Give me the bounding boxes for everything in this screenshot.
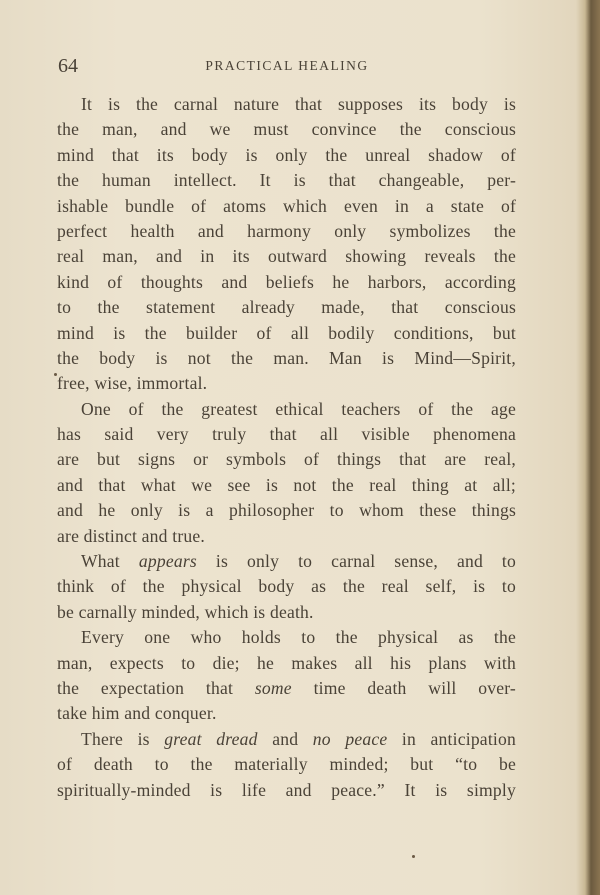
text-run: and he only is a philosopher to whom these things	[57, 500, 516, 521]
text-line	[57, 473, 516, 498]
italic-text: some	[254, 677, 292, 698]
text-line	[57, 574, 516, 599]
text-run: kind of thoughts and beliefs he harbors, according	[57, 271, 516, 292]
text-run: to the statement already made, that conscious	[57, 297, 516, 318]
text-line	[57, 600, 516, 625]
text-run: It is the carnal nature that supposes its body is	[81, 94, 516, 114]
text-run: think of the physical body as the real self, is to	[57, 576, 516, 597]
text-line	[57, 498, 516, 523]
text-run: are distinct and true.	[57, 525, 206, 546]
text-run: What	[81, 551, 139, 572]
italic-text: great dread	[164, 728, 258, 749]
text-run: free, wise, immortal.	[57, 373, 208, 394]
text-run: the human intellect. It is that changeable, per-	[57, 170, 516, 191]
text-run: mind that its body is only the unreal shadow of	[57, 144, 516, 165]
text-run: time death will over-	[291, 677, 516, 698]
text-line	[57, 92, 516, 117]
text-line	[57, 397, 516, 422]
text-run: perfect health and harmony only symbolizes the	[57, 220, 516, 241]
text-run: are but signs or symbols of things that are real,	[57, 449, 516, 470]
text-run: mind is the builder of all bodily conditions, but	[57, 322, 516, 343]
text-line	[57, 752, 516, 777]
italic-text: no peace	[312, 728, 388, 749]
text-line	[57, 295, 516, 320]
text-run: and	[257, 728, 313, 749]
text-line	[57, 244, 516, 269]
text-line	[57, 524, 516, 549]
text-line	[57, 549, 516, 574]
text-line	[57, 447, 516, 472]
text-line	[57, 219, 516, 244]
text-run: real man, and in its outward showing reveals the	[57, 246, 516, 267]
italic-text: appears	[138, 551, 197, 572]
text-line	[57, 701, 516, 726]
text-line	[57, 625, 516, 650]
text-run: be carnally minded, which is death.	[57, 601, 314, 622]
text-run: in anticipation	[387, 728, 516, 749]
text-line	[57, 778, 516, 803]
text-line	[57, 143, 516, 168]
text-run: man, expects to die; he makes all his plans with	[57, 652, 516, 673]
text-run: ishable bundle of atoms which even in a state of	[57, 195, 516, 216]
text-run: spiritually-minded is life and peace.” It is simply	[57, 779, 516, 800]
text-run: of death to the materially minded; but “to be	[57, 754, 516, 775]
ink-speck	[412, 855, 415, 858]
ink-speck	[54, 373, 57, 376]
text-line	[57, 727, 516, 752]
text-run: There is	[81, 728, 165, 749]
text-run: is only to carnal sense, and to	[196, 551, 517, 572]
text-line	[57, 422, 516, 447]
text-run: Every one who holds to the physical as the	[81, 627, 516, 648]
text-run: has said very truly that all visible phenomena	[57, 424, 516, 445]
text-run: the man, and we must convince the conscious	[57, 119, 516, 140]
page-header	[58, 55, 516, 79]
page-number: 64	[58, 55, 78, 77]
page-body-text	[57, 92, 516, 803]
text-line	[57, 194, 516, 219]
text-line	[57, 168, 516, 193]
text-run: the expectation that	[57, 677, 255, 698]
text-run: One of the greatest ethical teachers of the age	[81, 398, 516, 419]
text-line	[57, 321, 516, 346]
text-line	[57, 651, 516, 676]
text-run: take him and conquer.	[57, 703, 217, 724]
running-title: PRACTICAL HEALING	[205, 58, 369, 73]
text-line	[57, 371, 516, 396]
text-run: and that what we see is not the real thing at all;	[57, 474, 516, 495]
text-run: the body is not the man. Man is Mind—Spirit,	[57, 347, 516, 368]
text-line	[57, 676, 516, 701]
text-line	[57, 117, 516, 142]
text-line	[57, 270, 516, 295]
text-line	[57, 346, 516, 371]
